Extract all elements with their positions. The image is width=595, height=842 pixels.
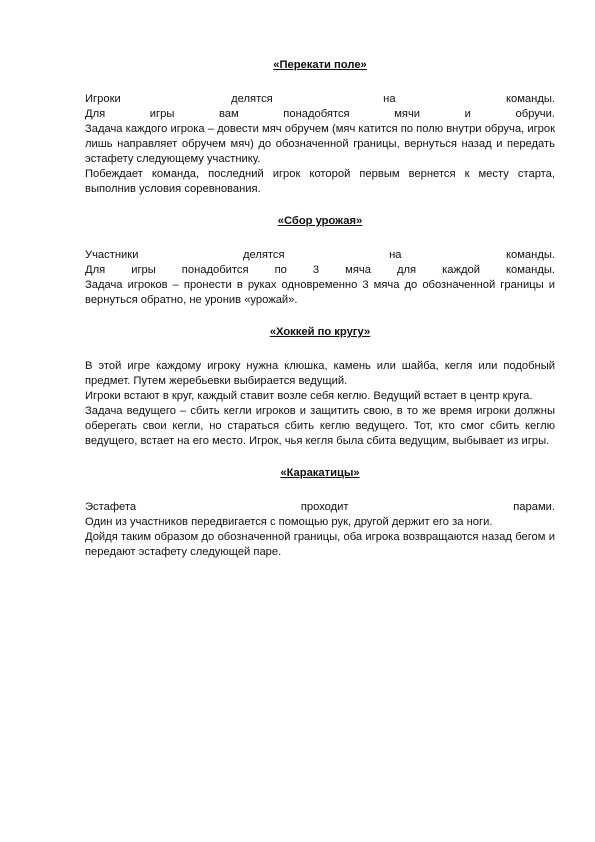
paragraph: Задача ведущего – сбить кегли игроков и защитить свою, в то же время игроки должны оберегать свои кегли, но стараться сбить кеглю ведущего. Тот, кто смог сбить кеглю ведущего, встает на его место. Игрок, чья кегля была сбита ведущим, выбывает из игры. (85, 405, 555, 447)
paragraph: Задача каждого игрока – довести мяч обручем (мяч катится по полю внутри обруча, игрок лишь направляет обручем мяч) до обозначенной границы, вернуться назад и передать эстафету следующему участнику. (85, 123, 555, 165)
section-karakatitsy (85, 466, 555, 560)
paragraph: Участники делятся на команды. (85, 249, 555, 261)
paragraph: Один из участников передвигается с помощью рук, другой держит его за ноги. (85, 516, 493, 528)
paragraph: Для игры вам понадобятся мячи и обручи. (85, 108, 555, 120)
document-page (85, 58, 555, 577)
paragraph: Игроки встают в круг, каждый ставит возле себя кеглю. Ведущий встает в центр круга. (85, 390, 533, 402)
section-title: «Хоккей по кругу» (269, 326, 371, 338)
paragraph: Эстафета проходит парами. (85, 501, 555, 513)
paragraph: Для игры понадобится по 3 мяча для каждой команды. (85, 264, 555, 276)
paragraph: В этой игре каждому игроку нужна клюшка, камень или шайба, кегля или подобный предмет. Путем жеребьевки выбирается ведущий. (85, 360, 555, 387)
section-hokkey-po-krugu (85, 325, 555, 449)
section-perekati-pole (85, 58, 555, 197)
paragraph: Побеждает команда, последний игрок которой первым вернется к месту старта, выполнив условия соревнования. (85, 168, 555, 195)
section-title: «Каракатицы» (280, 467, 360, 479)
paragraph: Игроки делятся на команды. (85, 93, 555, 105)
section-sbor-urozhaya (85, 214, 555, 308)
paragraph: Задача игроков – пронести в руках одновременно 3 мяча до обозначенной границы и вернуться обратно, не уронив «урожай». (85, 279, 555, 306)
section-title: «Сбор урожая» (277, 215, 363, 227)
section-title: «Перекати поле» (273, 59, 367, 71)
paragraph: Дойдя таким образом до обозначенной границы, оба игрока возвращаются назад бегом и передают эстафету следующей паре. (85, 531, 555, 558)
